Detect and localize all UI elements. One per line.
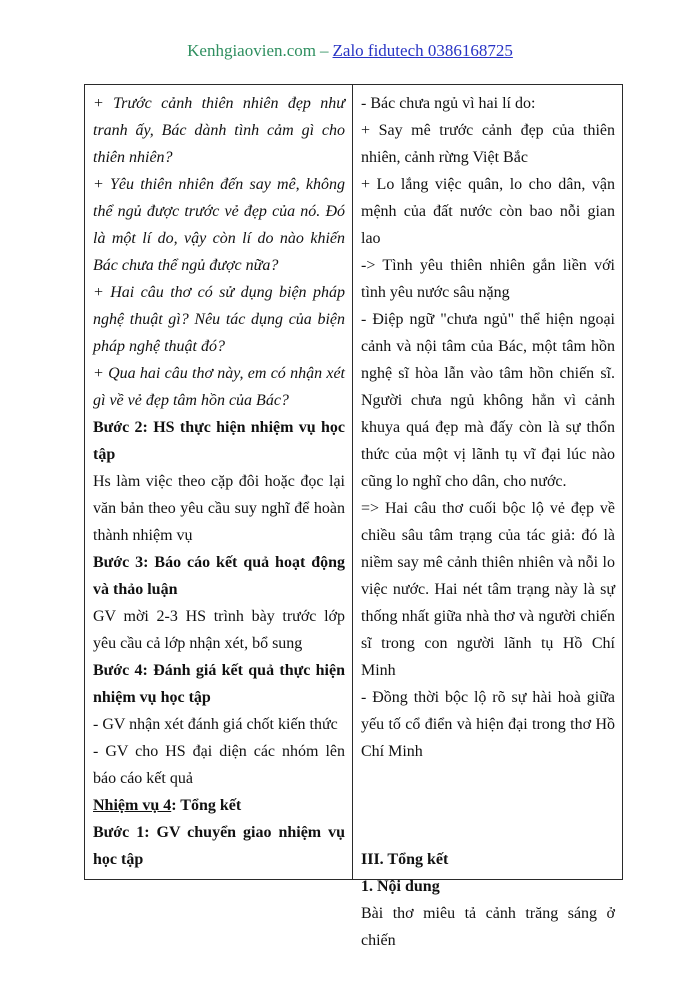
paragraph: + Say mê trước cảnh đẹp của thiên nhiên, cảnh rừng Việt Bắc xyxy=(361,122,615,166)
paragraph: - GV cho HS đại diện các nhóm lên báo cáo kết quả xyxy=(93,743,345,787)
paragraph: - GV nhận xét đánh giá chốt kiến thức xyxy=(93,716,338,733)
paragraph: - Bác chưa ngủ vì hai lí do: xyxy=(361,95,536,112)
page-header xyxy=(0,40,700,62)
paragraph: 1. Nội dung xyxy=(361,878,440,895)
paragraph: -> Tình yêu thiên nhiên gắn liền với tình yêu nước sâu nặng xyxy=(361,257,615,301)
paragraph: - Đồng thời bộc lộ rõ sự hài hoà giữa yếu tố cổ điển và hiện đại trong thơ Hồ Chí Minh xyxy=(361,689,615,760)
text-segment: : Tổng kết xyxy=(171,797,242,814)
paragraph: + Lo lắng việc quân, lo cho dân, vận mệnh của đất nước còn bao nỗi gian lao xyxy=(361,176,615,247)
paragraph xyxy=(93,792,345,819)
paragraph: Hs làm việc theo cặp đôi hoặc đọc lại văn bản theo yêu cầu suy nghĩ để hoàn thành nhiệm vụ xyxy=(93,473,345,544)
paragraph: + Yêu thiên nhiên đến say mê, không thể ngủ được trước vẻ đẹp của nó. Đó là một lí do, vậy còn lí do nào khiến Bác chưa thể ngủ được nữa? xyxy=(93,176,345,274)
paragraph: Bước 3: Báo cáo kết quả hoạt động và thảo luận xyxy=(93,554,345,598)
right-column xyxy=(353,85,622,949)
zalo-link[interactable]: Zalo fidutech 0386168725 xyxy=(332,41,513,60)
paragraph: Bài thơ miêu tả cảnh trăng sáng ở chiến xyxy=(361,905,615,949)
paragraph: Bước 4: Đánh giá kết quả thực hiện nhiệm vụ học tập xyxy=(93,662,345,706)
paragraph: + Hai câu thơ có sử dụng biện pháp nghệ thuật gì? Nêu tác dụng của biện pháp nghệ thuật đó? xyxy=(93,284,345,355)
site-name: Kenhgiaovien.com xyxy=(187,41,317,60)
paragraph: Bước 1: GV chuyển giao nhiệm vụ học tập xyxy=(93,824,345,868)
left-column xyxy=(85,85,353,879)
header-separator: – xyxy=(320,41,329,60)
content-table xyxy=(84,84,623,949)
paragraph: GV mời 2-3 HS trình bày trước lớp yêu cầu cả lớp nhận xét, bổ sung xyxy=(93,608,345,652)
paragraph: - Điệp ngữ "chưa ngủ" thể hiện ngoại cảnh và nội tâm của Bác, một tâm hồn nghệ sĩ hòa lẫn vào tâm hồn chiến sĩ. Người chưa ngủ không hẳn vì cảnh khuya quá đẹp mà đấy còn là sự thổn thức của một vị lãnh tụ vĩ đại lúc nào cũng lo nghĩ cho dân, cho nước. xyxy=(361,311,615,490)
paragraph: III. Tổng kết xyxy=(361,851,449,868)
underlined-text: Nhiệm vụ 4 xyxy=(93,797,172,814)
paragraph: => Hai câu thơ cuối bộc lộ vẻ đẹp về chiều sâu tâm trạng của tác giả: đó là niềm say mê cảnh thiên nhiên và nỗi lo việc nước. Hai nét tâm trạng này là sự thống nhất giữa nhà thơ và người chiến sĩ trong con người lãnh tụ Hồ Chí Minh xyxy=(361,500,615,679)
paragraph: Bước 2: HS thực hiện nhiệm vụ học tập xyxy=(93,419,345,463)
paragraph: + Trước cảnh thiên nhiên đẹp như tranh ấy, Bác dành tình cảm gì cho thiên nhiên? xyxy=(93,95,345,166)
paragraph: + Qua hai câu thơ này, em có nhận xét gì về vẻ đẹp tâm hồn của Bác? xyxy=(93,365,345,409)
